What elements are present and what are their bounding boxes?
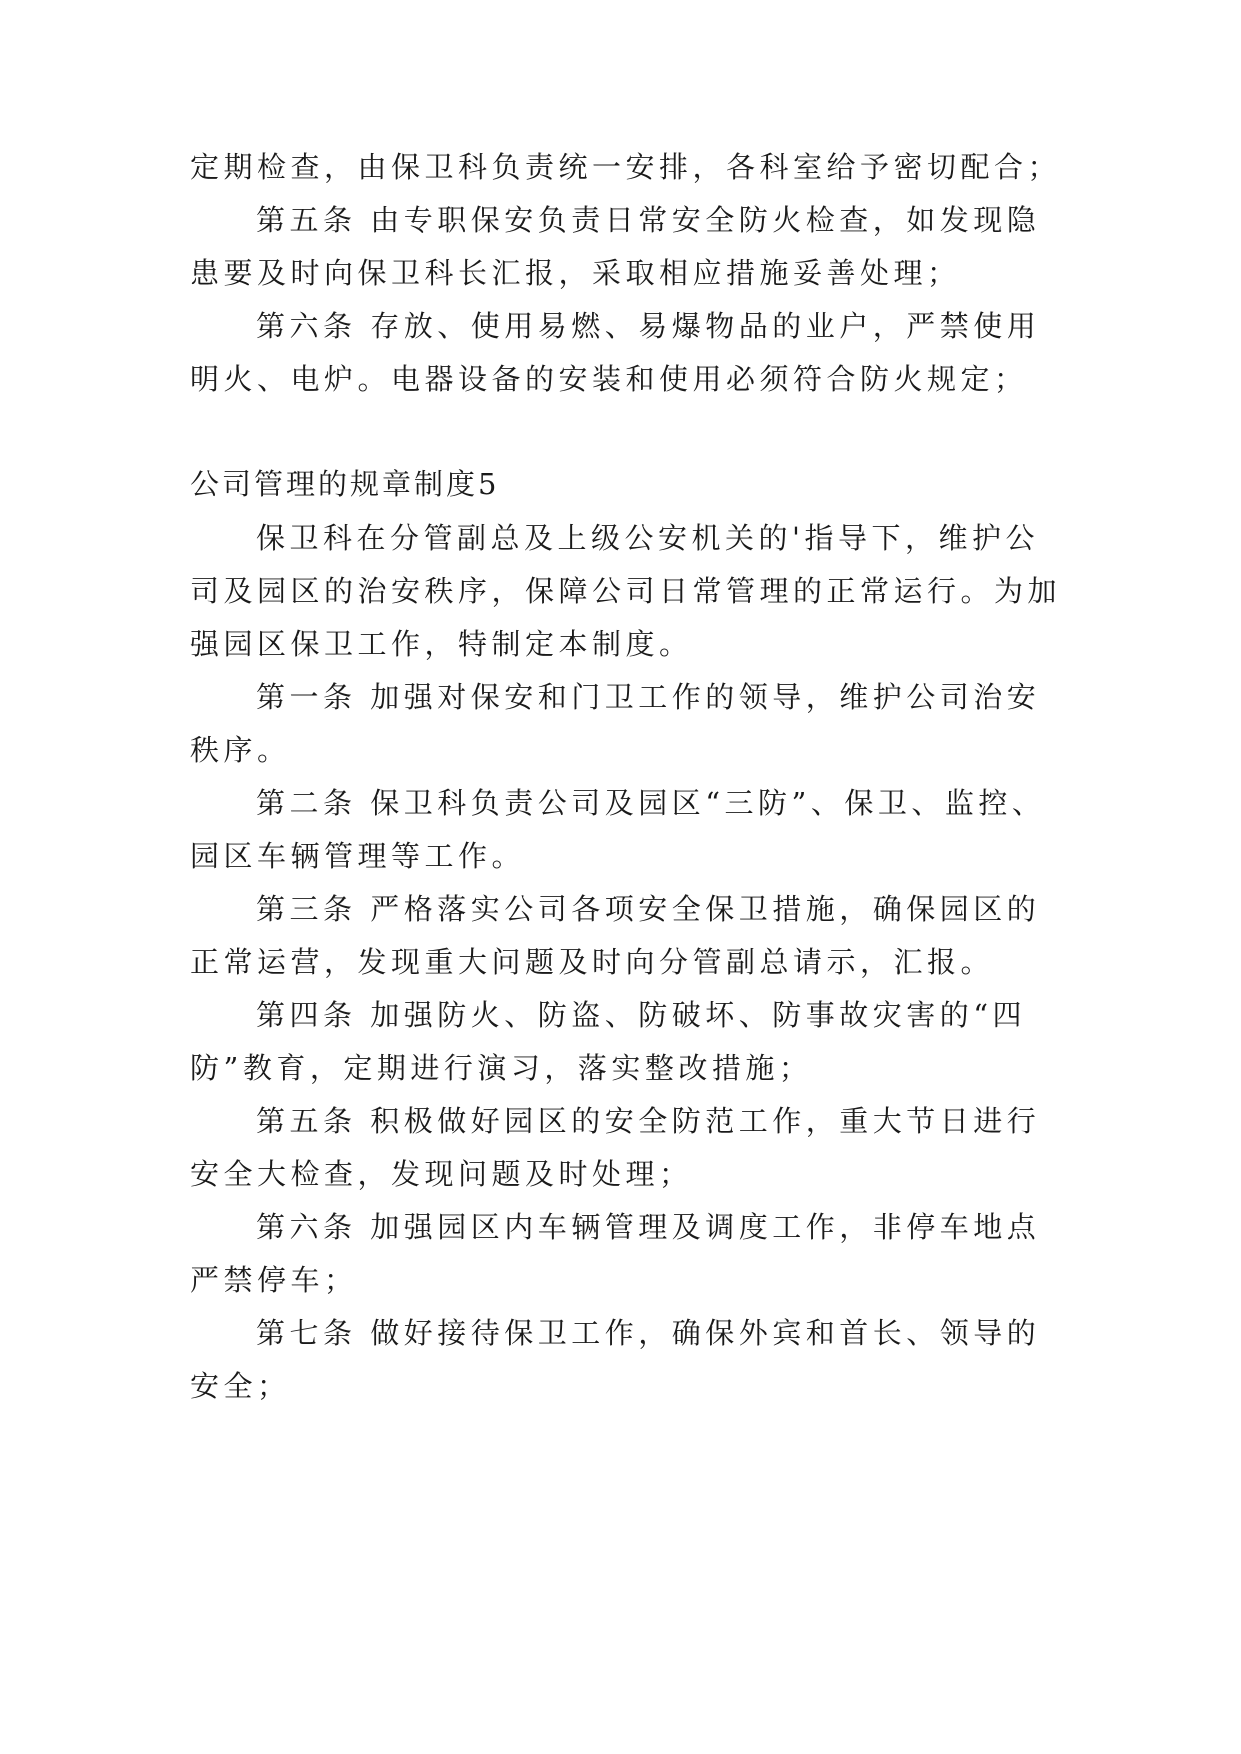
text-line: 安全； [190, 1369, 291, 1403]
text-line: 强园区保卫工作，特制定本制度。 [190, 627, 693, 661]
article-line: 第二条 保卫科负责公司及园区“三防”、保卫、监控、 [256, 786, 1046, 820]
text-line: 患要及时向保卫科长汇报，采取相应措施妥善处理； [190, 256, 961, 290]
text-line: 司及园区的治安秩序，保障公司日常管理的正常运行。为加 [190, 574, 1062, 608]
text-line: 定期检查，由保卫科负责统一安排，各科室给予密切配合； [190, 150, 1062, 184]
text-line: 园区车辆管理等工作。 [190, 839, 526, 873]
article-line: 第一条 加强对保安和门卫工作的领导，维护公司治安 [256, 680, 1041, 714]
article-line: 第四条 加强防火、防盗、防破坏、防事故灾害的“四 [256, 998, 1027, 1032]
paragraph-line: 保卫科在分管副总及上级公安机关的'指导下，维护公 [256, 521, 1039, 555]
text-line: 明火、电炉。电器设备的安装和使用必须符合防火规定； [190, 362, 1028, 396]
article-line: 第六条 存放、使用易燃、易爆物品的业户，严禁使用 [256, 309, 1041, 343]
section-heading: 公司管理的规章制度5 [190, 467, 500, 501]
article-line: 第五条 由专职保安负责日常安全防火检查，如发现隐 [256, 203, 1041, 237]
text-line: 安全大检查，发现问题及时处理； [190, 1157, 693, 1191]
article-line: 第五条 积极做好园区的安全防范工作，重大节日进行 [256, 1104, 1041, 1138]
text-line: 正常运营，发现重大问题及时向分管副总请示，汇报。 [190, 945, 995, 979]
text-line: 防”教育，定期进行演习，落实整改措施； [190, 1051, 813, 1085]
article-line: 第六条 加强园区内车辆管理及调度工作，非停车地点 [256, 1210, 1041, 1244]
text-line: 严禁停车； [190, 1263, 358, 1297]
article-line: 第三条 严格落实公司各项安全保卫措施，确保园区的 [256, 892, 1041, 926]
text-line: 秩序。 [190, 733, 291, 767]
article-line: 第七条 做好接待保卫工作，确保外宾和首长、领导的 [256, 1316, 1041, 1350]
